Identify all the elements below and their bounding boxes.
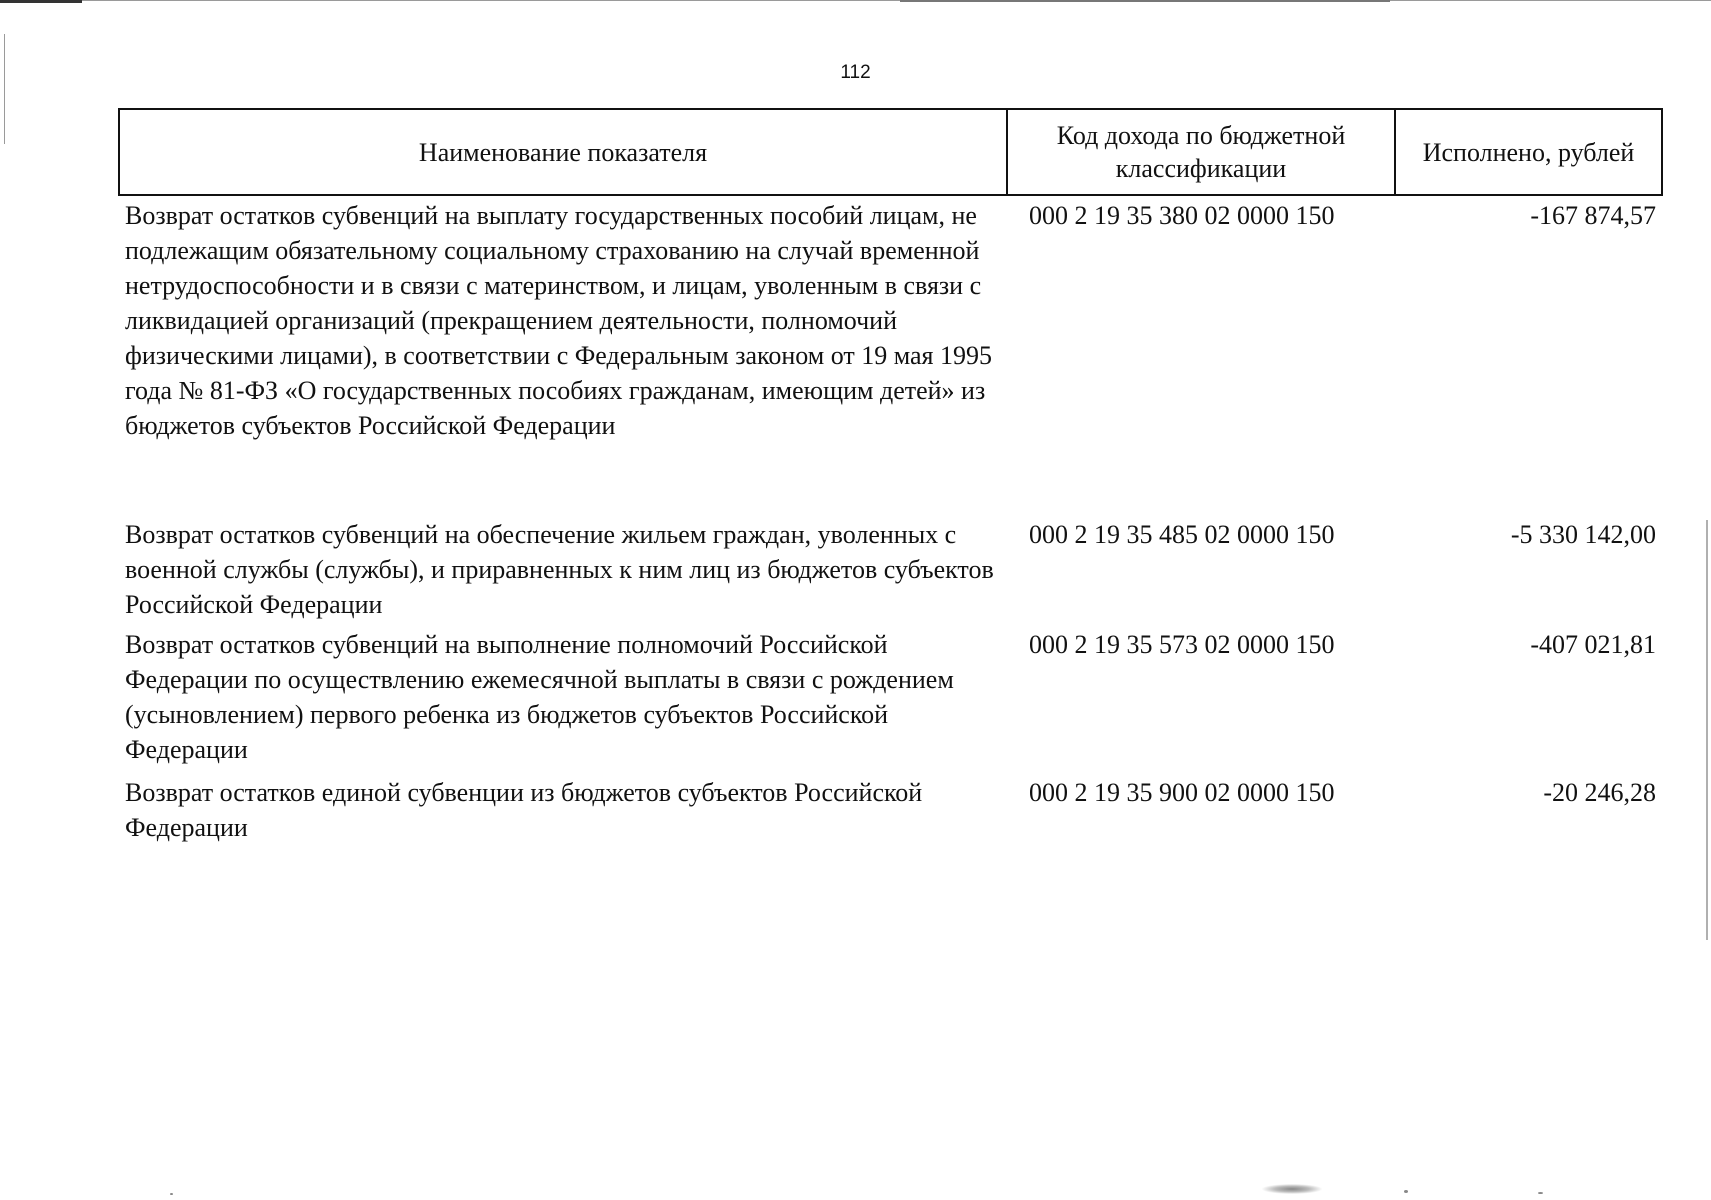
revenue-code: 000 2 19 35 900 02 0000 150 <box>1029 778 1335 807</box>
header-indicator-name: Наименование показателя <box>119 109 1007 195</box>
scan-right-edge <box>1706 520 1708 940</box>
table-header <box>119 109 1662 195</box>
scan-speck <box>1538 1192 1543 1194</box>
scan-top-mark <box>0 0 82 3</box>
revenue-code: 000 2 19 35 380 02 0000 150 <box>1029 201 1335 230</box>
table-row <box>119 195 1662 517</box>
scan-top-edge <box>0 0 1711 1</box>
executed-amount: -407 021,81 <box>1530 630 1656 659</box>
table-row <box>119 775 1662 845</box>
indicator-name: Возврат остатков субвенций на выплату государственных пособий лицам, не подлежащим обязательному социальному страхованию на случай временной нетрудоспособности и в связи с материнством, и лицам, уволенным в связи с ликвидацией организаций (прекращением деятельности, полномочий физическими лицами), в соответствии с Федеральным законом от 19 мая 1995 года № 81-ФЗ «О государственных пособиях гражданам, имеющим детей» из бюджетов субъектов Российской Федерации <box>125 201 992 440</box>
page-number: 112 <box>840 62 871 83</box>
header-row <box>119 109 1662 195</box>
executed-amount: -20 246,28 <box>1543 778 1656 807</box>
executed-amount: -167 874,57 <box>1530 201 1656 230</box>
scan-top-mark <box>900 0 1390 2</box>
scan-left-edge <box>4 34 5 144</box>
scan-speck <box>1404 1190 1408 1193</box>
scan-speck <box>170 1193 173 1195</box>
executed-amount: -5 330 142,00 <box>1510 520 1656 549</box>
revenue-code: 000 2 19 35 485 02 0000 150 <box>1029 520 1335 549</box>
indicator-name: Возврат остатков единой субвенции из бюджетов субъектов Российской Федерации <box>125 778 923 842</box>
indicator-name: Возврат остатков субвенций на обеспечение жильем граждан, уволенных с военной службы (службы), и приравненных к ним лиц из бюджетов субъектов Российской Федерации <box>125 520 994 619</box>
header-revenue-code: Код дохода по бюджетной классификации <box>1007 109 1395 195</box>
budget-revenue-table <box>118 108 1663 845</box>
indicator-name: Возврат остатков субвенций на выполнение полномочий Российской Федерации по осуществлению ежемесячной выплаты в связи с рождением (усыновлением) первого ребенка из бюджетов субъектов Российской Федерации <box>125 630 954 764</box>
scan-artifact <box>1262 1184 1322 1194</box>
table-row <box>119 517 1662 627</box>
table-body <box>119 195 1662 845</box>
header-executed-amount: Исполнено, рублей <box>1395 109 1662 195</box>
table-row <box>119 627 1662 775</box>
revenue-code: 000 2 19 35 573 02 0000 150 <box>1029 630 1335 659</box>
